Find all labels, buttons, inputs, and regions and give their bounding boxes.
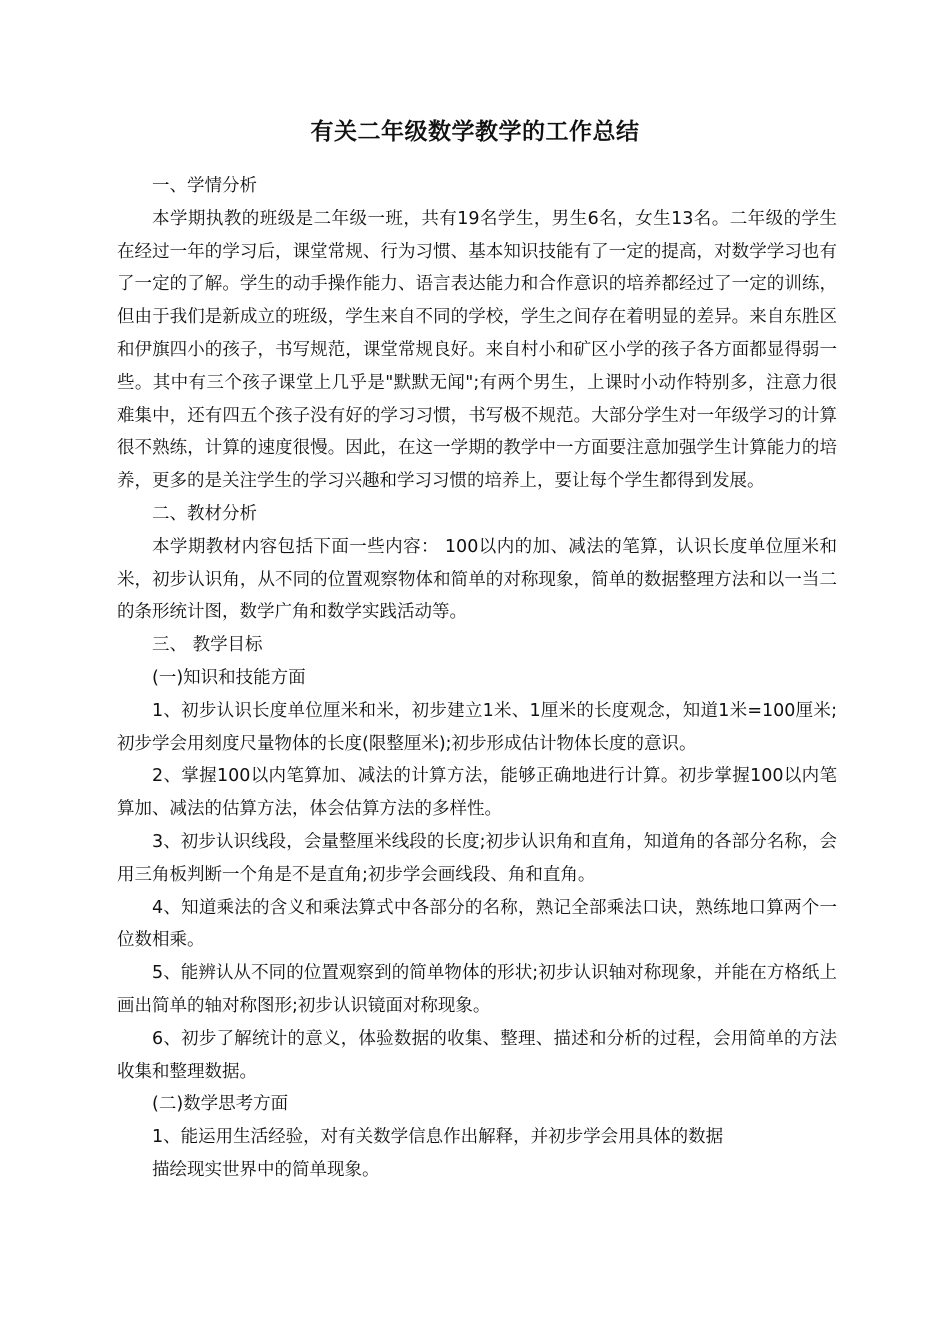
goal-item-1: 1、初步认识长度单位厘米和米，初步建立1米、1厘米的长度观念，知道1米=100厘米;初步学会用刻度尺量物体的长度(限整厘米);初步形成估计物体长度的意识。 [117, 700, 837, 754]
paragraph-textbook-analysis: 本学期教材内容包括下面一些内容： 100以内的加、减法的笔算，认识长度单位厘米和米，初步认识角，从不同的位置观察物体和简单的对称现象，简单的数据整理方法和以一当二的条形统计图，数学广角和数学实践活动等。 [117, 536, 837, 623]
goal-item-2: 2、掌握100以内笔算加、减法的计算方法，能够正确地进行计算。初步掌握100以内笔算加、减法的估算方法，体会估算方法的多样性。 [117, 766, 837, 820]
document-body [117, 170, 837, 1187]
section-heading-2: 二、教材分析 [152, 503, 257, 524]
document-title: 有关二年级数学教学的工作总结 [310, 119, 640, 145]
section-heading-3: 三、 教学目标 [152, 635, 263, 656]
goal-item-4: 4、知道乘法的含义和乘法算式中各部分的名称，熟记全部乘法口诀，熟练地口算两个一位数相乘。 [117, 897, 837, 951]
section-heading-1: 一、学情分析 [152, 176, 257, 196]
thinking-item-1: 1、能运用生活经验，对有关数学信息作出解释，并初步学会用具体的数据 [152, 1127, 724, 1148]
goal-item-6: 6、初步了解统计的意义，体验数据的收集、整理、描述和分析的过程，会用简单的方法收集和整理数据。 [117, 1028, 837, 1082]
goal-item-5: 5、能辨认从不同的位置观察到的简单物体的形状;初步认识轴对称现象，并能在方格纸上画出简单的轴对称图形;初步认识镜面对称现象。 [117, 963, 837, 1016]
thinking-item-1-continued: 描绘现实世界中的简单现象。 [152, 1159, 380, 1180]
subsection-heading-1: (一)知识和技能方面 [152, 667, 306, 688]
subsection-heading-2: (二)数学思考方面 [152, 1094, 289, 1115]
paragraph-student-analysis: 本学期执教的班级是二年级一班，共有19名学生，男生6名，女生13名。二年级的学生在经过一年的学习后，课堂常规、行为习惯、基本知识技能有了一定的提高，对数学学习也有了一定的了解。学生的动手操作能力、语言表达能力和合作意识的培养都经过了一定的训练，但由于我们是新成立的班级，学生来自不同的学校，学生之间存在着明显的差异。来自东胜区和伊旗四小的孩子，书写规范，课堂常规良好。来自村小和矿区小学的孩子各方面都显得弱一些。其中有三个孩子课堂上几乎是"默默无闻";有两个男生，上课时小动作特别多，注意力很难集中，还有四五个孩子没有好的学习习惯，书写极不规范。大部分学生对一年级学习的计算很不熟练，计算的速度很慢。因此，在这一学期的教学中一方面要注意加强学生计算能力的培养，更多的是关注学生的学习兴趣和学习习惯的培养上，要让每个学生都得到发展。 [117, 208, 837, 492]
goal-item-3: 3、初步认识线段，会量整厘米线段的长度;初步认识角和直角，知道角的各部分名称，会用三角板判断一个角是不是直角;初步学会画线段、角和直角。 [117, 831, 837, 885]
